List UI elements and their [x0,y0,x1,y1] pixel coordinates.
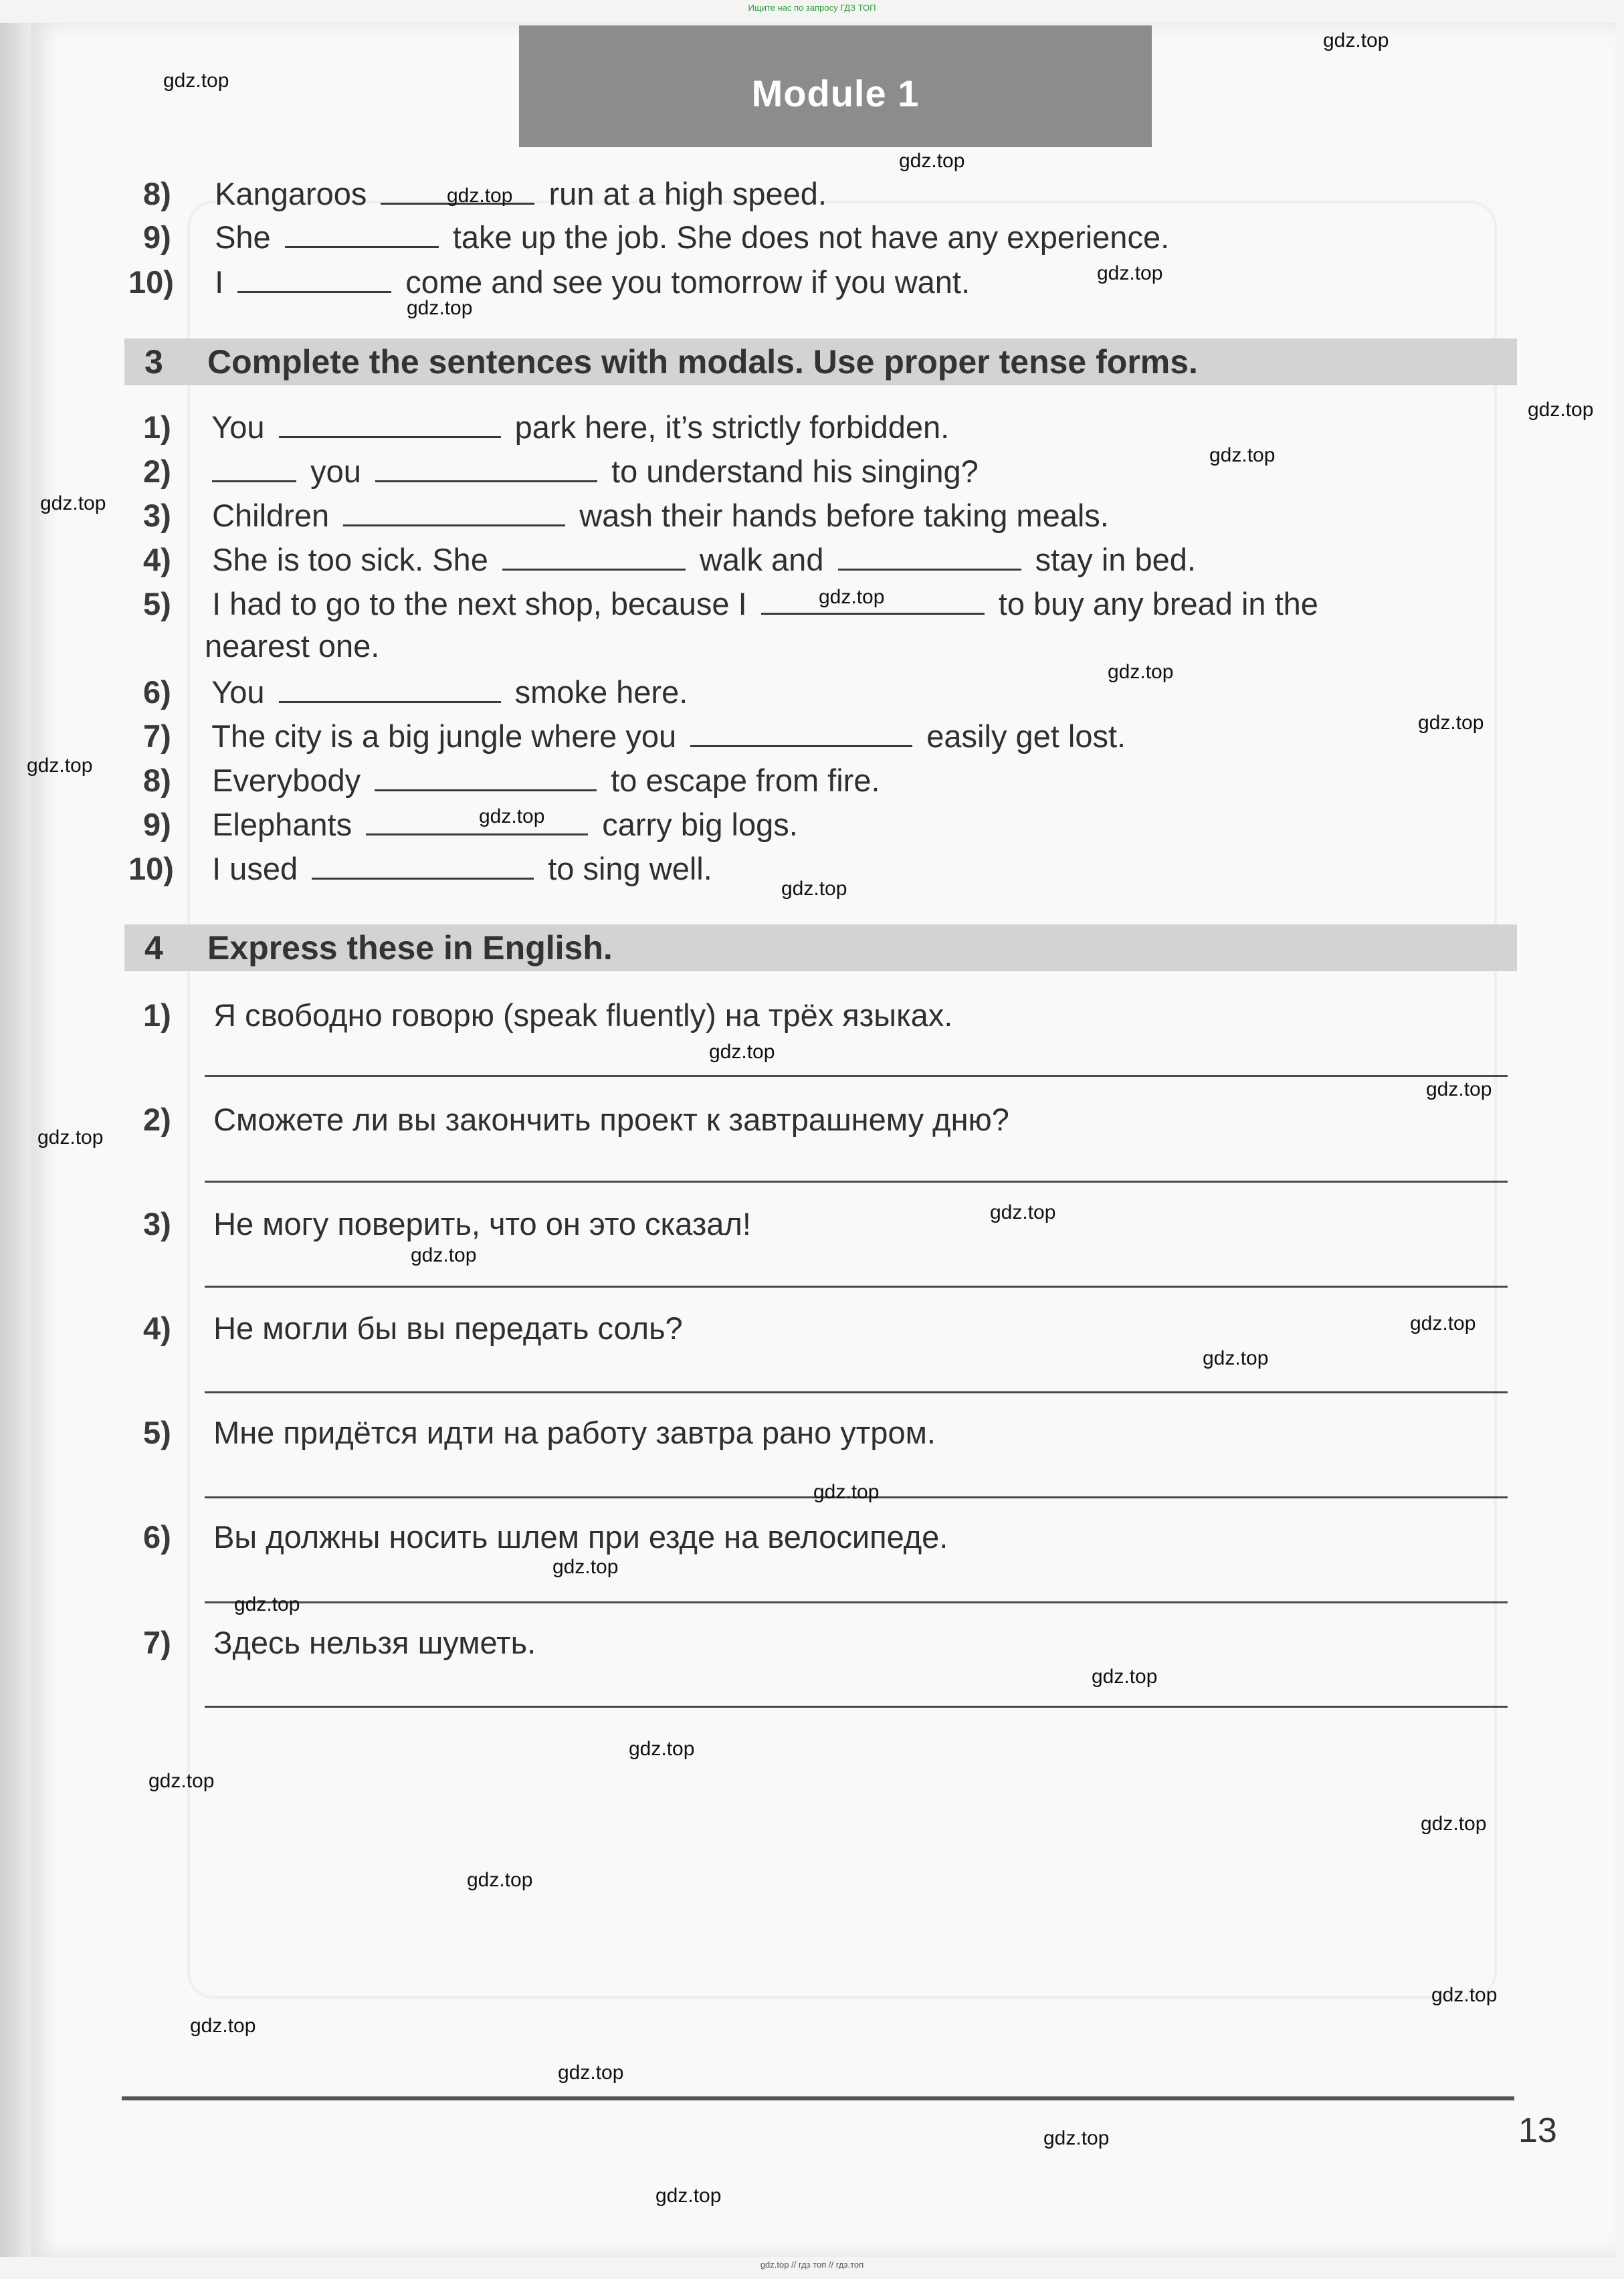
answer-blank[interactable] [375,763,597,791]
module-banner [519,25,1152,147]
section-4-header [124,924,1517,971]
page-number: 13 [1518,2111,1557,2150]
exercise-item [143,498,1109,531]
answer-blank[interactable] [502,542,686,571]
watermark: gdz.top [1043,2127,1110,2149]
section-3-header [124,338,1517,385]
item-text: I had to go to the next shop, because I [212,586,747,621]
item-text: park here, it’s strictly forbidden. [514,409,950,445]
item-text: walk and [699,542,824,577]
footer-rule [122,2096,1514,2100]
exercise-item [143,807,798,840]
translation-item [143,999,952,1031]
book-spine-shadow [0,23,35,2257]
item-text: Я свободно говорю (speak fluently) на трёх языках. [213,997,953,1033]
item-text: to buy any bread in the [998,586,1318,621]
item-text: you [310,454,361,489]
item-text: to escape from fire. [611,763,880,798]
watermark: gdz.top [1418,712,1484,734]
item-number: 8) [143,763,171,798]
answer-blank[interactable] [212,454,296,482]
watermark: gdz.top [1097,262,1163,284]
answer-line[interactable] [205,1181,1508,1183]
watermark: gdz.top [163,70,229,92]
item-text: Мне придётся идти на работу завтра рано утром. [213,1415,936,1450]
item-number: 7) [143,718,171,754]
answer-line[interactable] [205,1286,1508,1288]
watermark: gdz.top [558,2062,624,2084]
item-text: come and see you tomorrow if you want. [405,264,971,300]
exercise-item [143,219,1169,253]
answer-blank[interactable] [279,674,501,703]
item-text: Не могли бы вы передать соль? [213,1310,683,1346]
translation-item [143,1104,1009,1135]
item-number: 6) [143,674,171,710]
watermark: gdz.top [1323,29,1389,52]
item-text: Everybody [212,763,361,798]
item-text: I [215,264,224,300]
answer-blank[interactable] [343,498,565,526]
item-number: 4) [143,542,171,577]
item-text: to sing well. [548,851,712,886]
answer-line[interactable] [205,1706,1508,1708]
item-text: She is too sick. She [212,542,488,577]
answer-blank[interactable] [366,807,588,835]
watermark: gdz.top [1426,1078,1492,1100]
section-title: Complete the sentences with modals. Use proper tense forms. [207,343,1198,381]
answer-line[interactable] [205,1601,1508,1603]
answer-blank[interactable] [237,264,391,293]
item-text: Elephants [212,807,352,842]
watermark: gdz.top [781,878,847,900]
section-number: 4 [144,929,163,967]
watermark: gdz.top [234,1593,300,1615]
exercise-item [143,542,1196,575]
item-number: 10) [128,851,174,886]
item-text: Здесь нельзя шуметь. [213,1625,536,1660]
watermark: gdz.top [40,492,106,514]
section-title: Express these in English. [207,929,613,967]
watermark: gdz.top [552,1556,619,1578]
item-text: She [215,219,271,255]
watermark: gdz.top [37,1126,104,1149]
watermark: gdz.top [819,586,885,608]
item-number: 5) [143,586,171,621]
watermark: gdz.top [411,1244,477,1266]
watermark: gdz.top [148,1770,215,1792]
watermark: gdz.top [990,1201,1056,1223]
exercise-item [143,718,1126,752]
item-text: You [211,674,265,710]
translation-item [143,1627,536,1658]
watermark: gdz.top [1092,1666,1158,1688]
exercise-item [143,763,880,796]
answer-line[interactable] [205,1391,1508,1393]
exercise-item [128,851,712,884]
item-number: 5) [143,1415,171,1450]
item-text: The city is a big jungle where you [211,718,677,754]
section-number: 3 [144,343,163,381]
item-number: 9) [143,219,171,255]
answer-blank[interactable] [312,851,534,880]
answer-blank[interactable] [838,542,1021,571]
watermark: gdz.top [407,297,473,319]
item-text: Вы должны носить шлем при езде на велосипеде. [213,1519,948,1555]
item-number: 1) [143,409,171,445]
item-number: 6) [143,1519,171,1555]
exercise-item [143,409,949,443]
answer-blank[interactable] [279,409,501,438]
item-text: wash their hands before taking meals. [579,498,1109,533]
watermark: gdz.top [709,1041,775,1063]
watermark: gdz.top [467,1869,533,1891]
watermark: gdz.top [1108,661,1174,683]
item-text: carry big logs. [602,807,798,842]
watermark: gdz.top [1421,1813,1487,1835]
item-text: take up the job. She does not have any experience. [452,219,1170,255]
item-text: You [211,409,265,445]
watermark: gdz.top [27,755,93,777]
translation-item [143,1208,751,1240]
item-text: I used [212,851,298,886]
item-number: 8) [143,176,171,211]
translation-item [143,1312,683,1344]
item-text: easily get lost. [926,718,1126,754]
exercise-item [143,674,688,708]
module-title: Module 1 [751,72,920,114]
exercise-item [143,454,979,487]
item-number: 9) [143,807,171,842]
exercise-item [143,586,1318,619]
watermark: gdz.top [655,2185,722,2207]
answer-blank[interactable] [375,454,597,482]
watermark: gdz.top [1209,444,1276,466]
item-number: 2) [143,1102,171,1137]
answer-line[interactable] [205,1075,1508,1077]
item-text: Children [212,498,330,533]
exercise-item [128,264,970,298]
item-number: 10) [128,264,174,300]
watermark: gdz.top [1410,1312,1476,1334]
watermark: gdz.top [629,1738,695,1760]
top-notice: Ищите нас по запросу ГДЗ ТОП [748,3,876,13]
watermark: gdz.top [1203,1347,1269,1369]
item-number: 3) [143,1206,171,1242]
item-text: smoke here. [514,674,688,710]
item-text: Сможете ли вы закончить проект к завтрашнему дню? [213,1102,1009,1137]
item-text: Не могу поверить, что он это сказал! [213,1206,751,1242]
exercise-item-continuation: nearest one. [205,628,380,664]
item-number: 1) [143,997,171,1033]
watermark: gdz.top [813,1481,880,1503]
watermark: gdz.top [190,2015,256,2037]
answer-blank[interactable] [690,718,912,747]
item-number: 2) [143,454,171,489]
translation-item [143,1521,948,1553]
item-number: 3) [143,498,171,533]
answer-blank[interactable] [285,219,439,248]
watermark: gdz.top [1528,399,1594,421]
item-text: Kangaroos [215,176,367,211]
watermark: gdz.top [899,150,965,172]
watermark: gdz.top [479,805,545,827]
watermark: gdz.top [447,185,513,207]
item-number: 7) [143,1625,171,1660]
item-text: stay in bed. [1035,542,1196,577]
bottom-notice: gdz.top // гдз топ // гдз.топ [760,2260,864,2270]
translation-item [143,1417,936,1448]
item-number: 4) [143,1310,171,1346]
item-text: run at a high speed. [548,176,827,211]
watermark: gdz.top [1431,1984,1498,2006]
item-text: to understand his singing? [611,454,979,489]
